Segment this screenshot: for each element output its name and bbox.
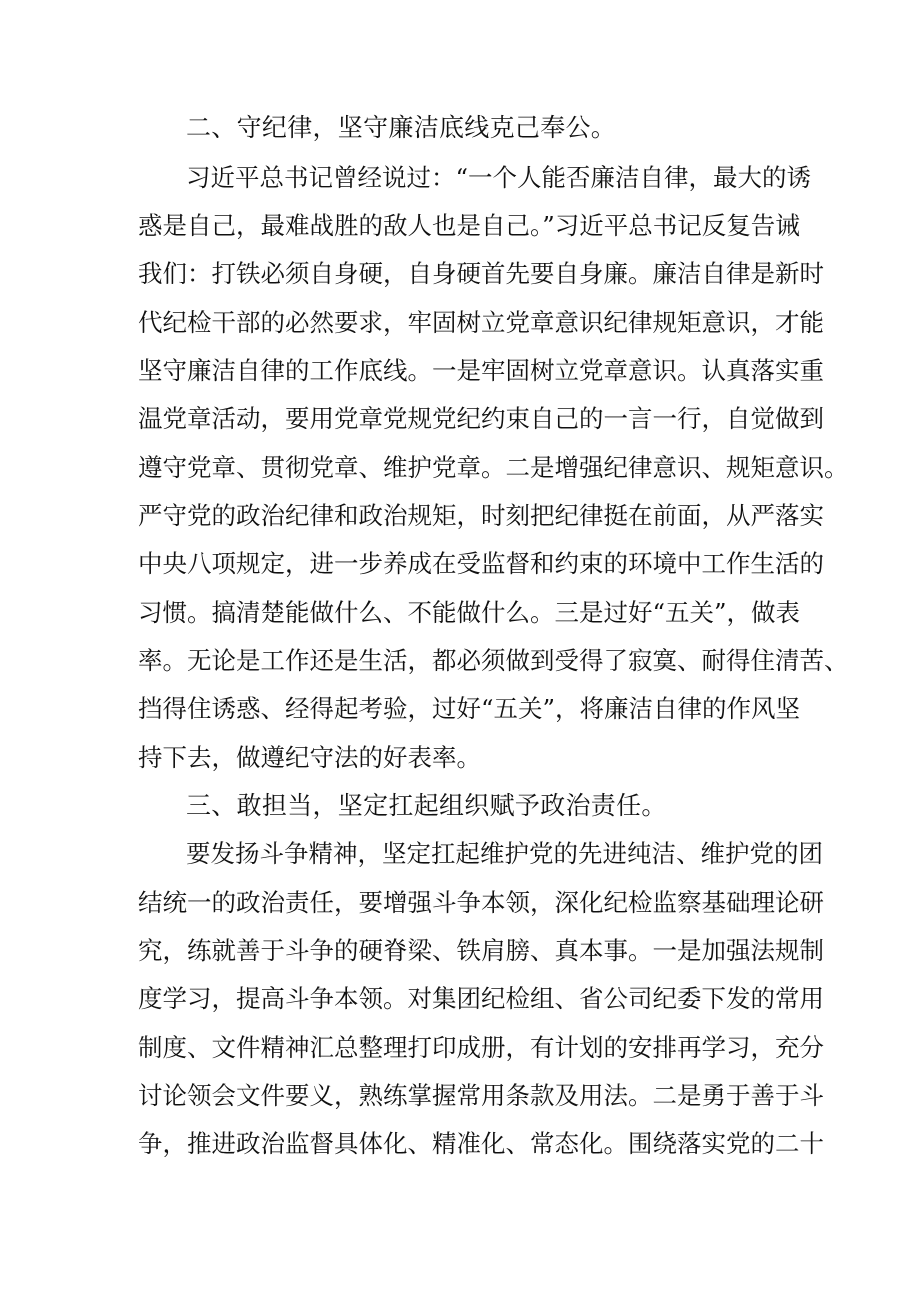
paragraph-line: 温党章活动，要用党章党规党纪约束自己的一言一行，自觉做到 [138, 404, 824, 433]
paragraph-line: 结统一的政治责任，要增强斗争本领，深化纪检监察基础理论研 [138, 888, 824, 917]
paragraph-line: 代纪检干部的必然要求，牢固树立党章意识纪律规矩意识，才能 [138, 308, 824, 337]
paragraph-line: 率。无论是工作还是生活，都必须做到受得了寂寞、耐得住清苦、 [138, 646, 849, 675]
section-heading-2: 二、守纪律，坚守廉洁底线克己奉公。 [186, 113, 617, 142]
paragraph-line: 遵守党章、贯彻党章、维护党章。二是增强纪律意识、规矩意识。 [138, 453, 849, 482]
paragraph-line: 要发扬斗争精神，坚定扛起维护党的先进纯洁、维护党的团 [186, 839, 823, 868]
paragraph-line: 惑是自己，最难战胜的敌人也是自己。”习近平总书记反复告诫 [138, 211, 800, 240]
paragraph-line: 究，练就善于斗争的硬脊梁、铁肩膀、真本事。一是加强法规制 [138, 936, 824, 965]
paragraph-line: 度学习，提高斗争本领。对集团纪检组、省公司纪委下发的常用 [138, 984, 824, 1013]
paragraph-line: 中央八项规定，进一步养成在受监督和约束的环境中工作生活的 [138, 549, 824, 578]
paragraph-line: 讨论领会文件要义，熟练掌握常用条款及用法。二是勇于善于斗 [138, 1081, 824, 1110]
paragraph-line: 严守党的政治纪律和政治规矩，时刻把纪律挺在前面，从严落实 [138, 501, 824, 530]
paragraph-line: 争，推进政治监督具体化、精准化、常态化。围绕落实党的二十 [138, 1129, 824, 1158]
paragraph-line: 持下去，做遵纪守法的好表率。 [138, 743, 481, 772]
paragraph-line: 习近平总书记曾经说过：“一个人能否廉洁自律，最大的诱 [186, 163, 812, 192]
paragraph-line: 习惯。搞清楚能做什么、不能做什么。三是过好“五关”，做表 [138, 598, 801, 627]
paragraph-line: 我们：打铁必须自身硬，自身硬首先要自身廉。廉洁自律是新时 [138, 259, 824, 288]
paragraph-line: 制度、文件精神汇总整理打印成册，有计划的安排再学习，充分 [138, 1033, 824, 1062]
paragraph-line: 挡得住诱惑、经得起考验，过好“五关”，将廉洁自律的作风坚 [138, 694, 801, 723]
section-heading-3: 三、敢担当，坚定扛起组织赋予政治责任。 [186, 791, 667, 820]
paragraph-line: 坚守廉洁自律的工作底线。一是牢固树立党章意识。认真落实重 [138, 356, 824, 385]
